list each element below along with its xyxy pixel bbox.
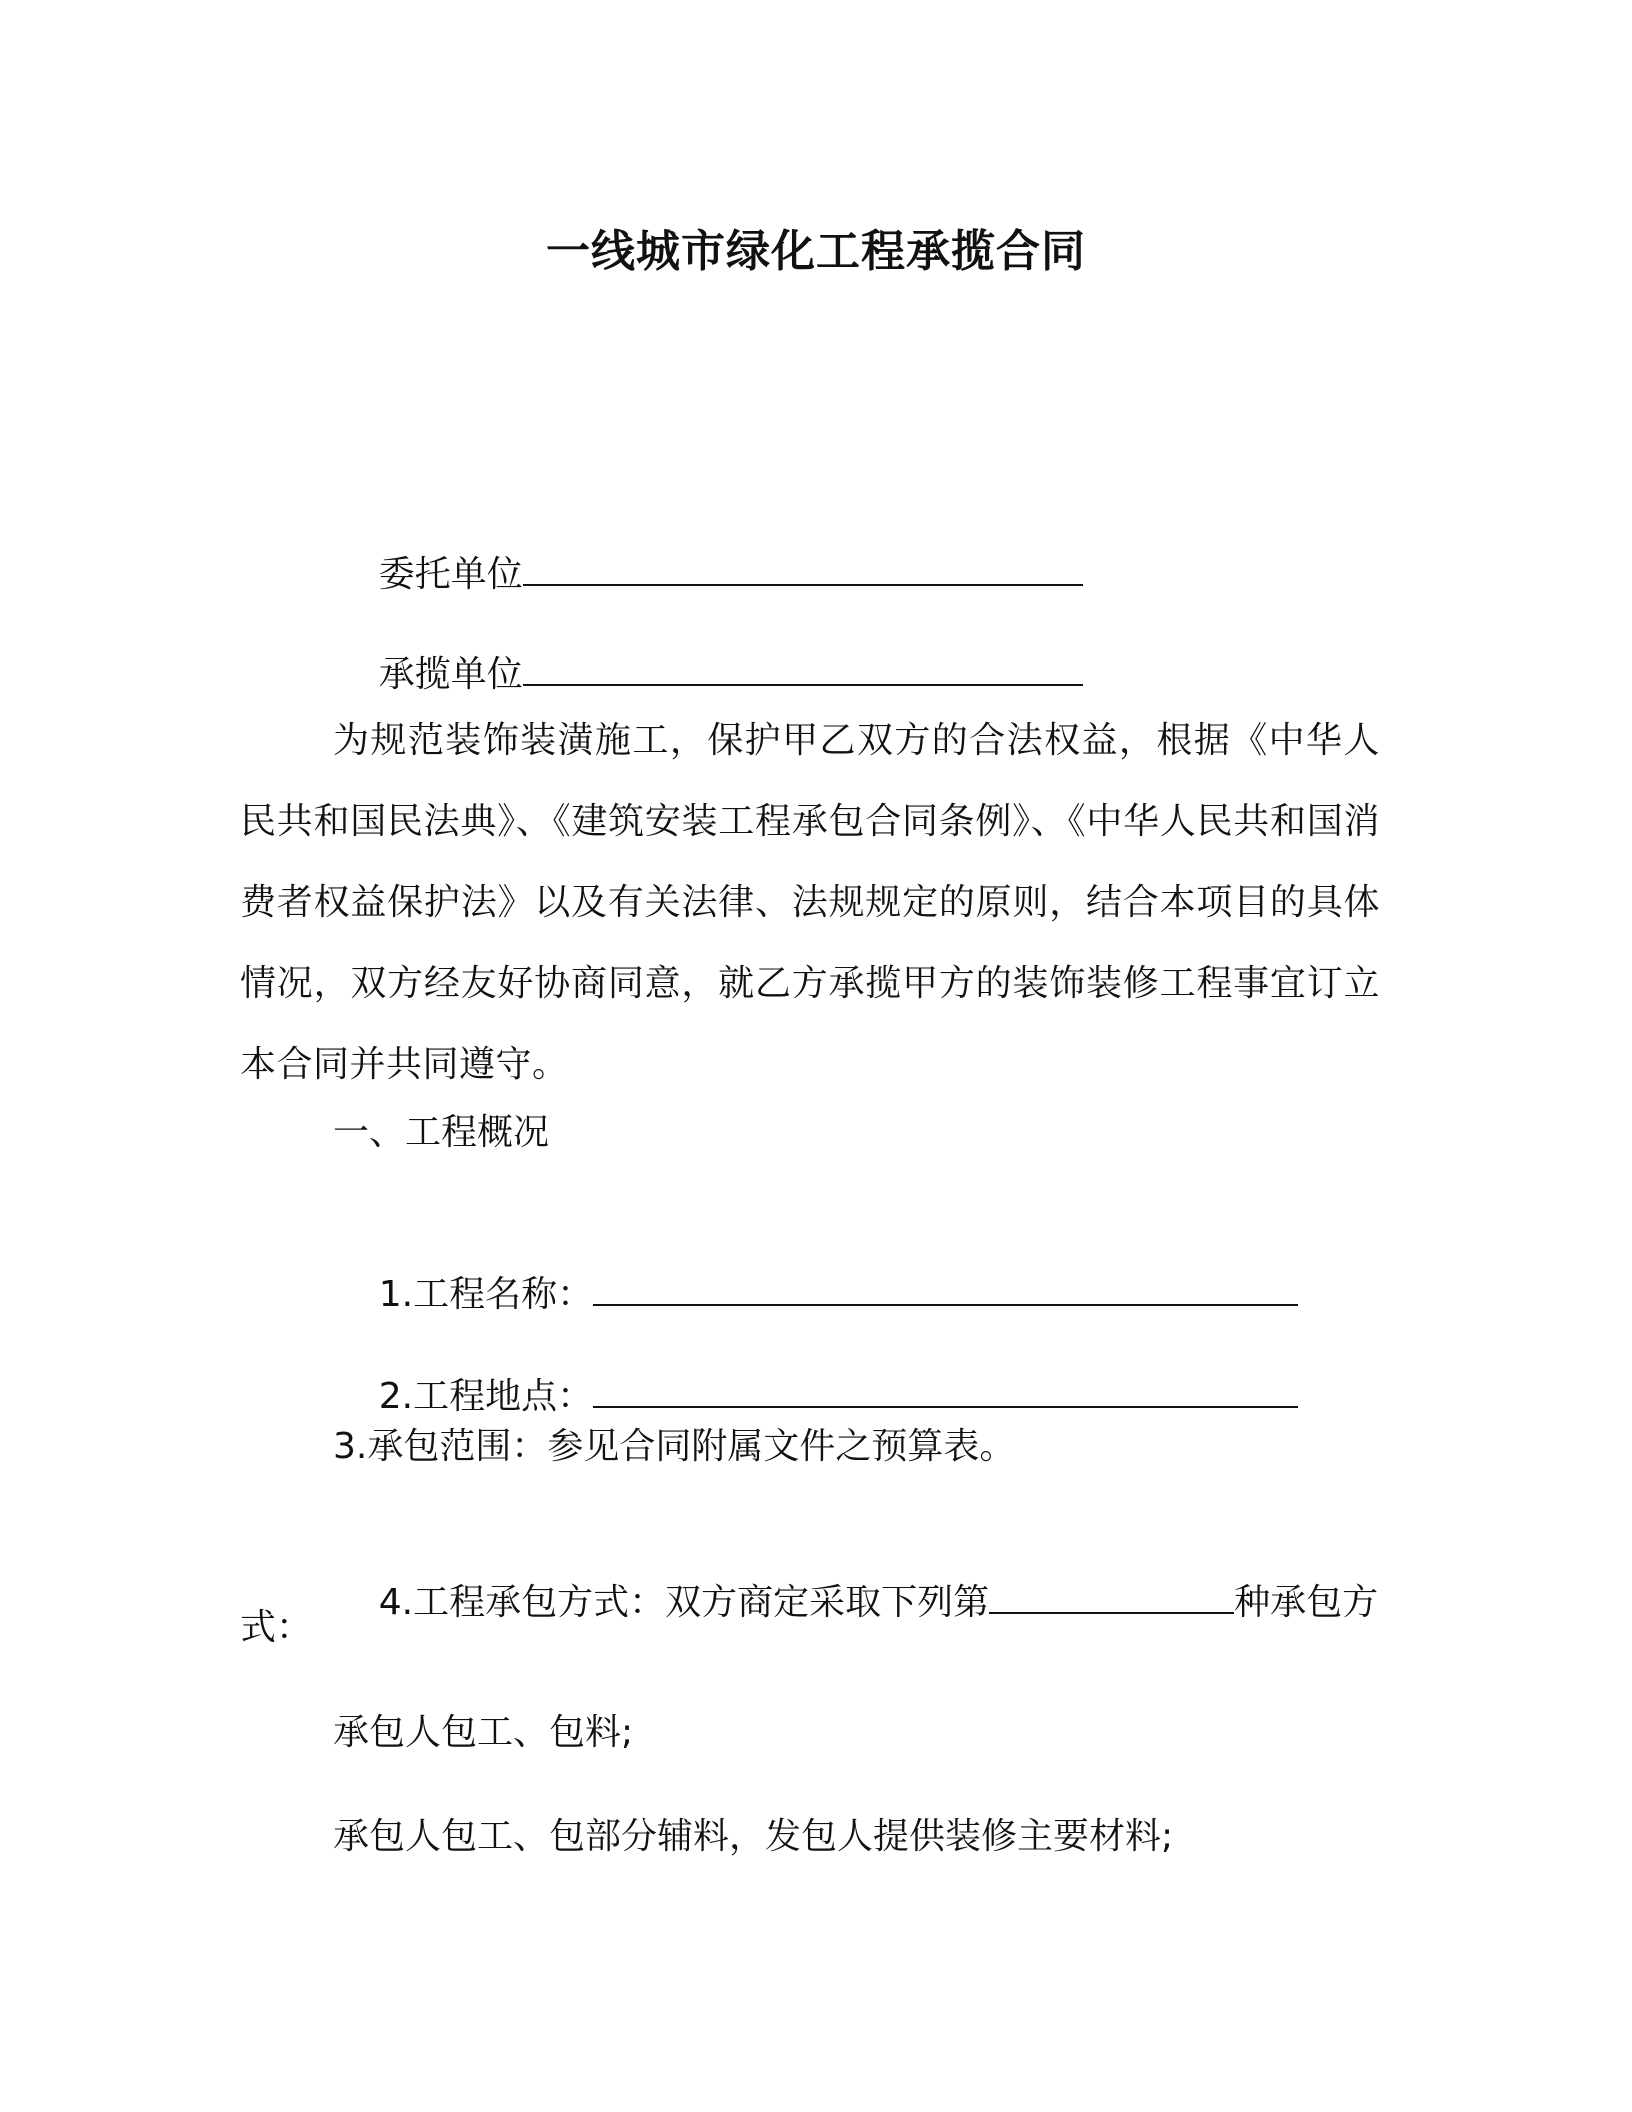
contract-method-blank[interactable] bbox=[989, 1578, 1234, 1614]
contract-option-2: 承包人包工、包部分辅料，发包人提供装修主要材料; bbox=[333, 1816, 1174, 1857]
contractor-label: 承揽单位 bbox=[378, 654, 523, 695]
project-location-label: 2.工程地点： bbox=[378, 1376, 594, 1417]
contract-option-1: 承包人包工、包料; bbox=[333, 1712, 634, 1753]
document-title: 一线城市绿化工程承揽合同 bbox=[546, 226, 1086, 277]
project-location-blank[interactable] bbox=[593, 1372, 1298, 1408]
preamble-paragraph: 为规范装饰装潢施工，保护甲乙双方的合法权益，根据《中华人民共和国民法典》、《建筑安装工程承包合同条例》、《中华人民共和国消费者权益保护法》以及有关法律、法规规定的原则，结合本项目的具体情况，双方经友好协商同意，就乙方承揽甲方的装饰装修工程事宜订立本合同并共同遵守。 bbox=[240, 720, 1380, 1085]
contractor-blank[interactable] bbox=[523, 650, 1083, 686]
client-label: 委托单位 bbox=[378, 554, 523, 595]
contract-method-item bbox=[333, 1528, 1378, 1678]
client-blank[interactable] bbox=[523, 550, 1083, 586]
contract-scope-item: 3.承包范围：参见合同附属文件之预算表。 bbox=[333, 1426, 1016, 1467]
project-name-blank[interactable] bbox=[593, 1270, 1298, 1306]
section1-heading: 一、工程概况 bbox=[333, 1112, 550, 1153]
contract-method-prefix: 4.工程承包方式：双方商定采取下列第 bbox=[378, 1582, 990, 1623]
project-name-label: 1.工程名称： bbox=[378, 1274, 594, 1315]
contract-method-suffix: 种承包方 bbox=[1234, 1582, 1379, 1623]
contract-method-wrap: 式： bbox=[240, 1607, 313, 1648]
